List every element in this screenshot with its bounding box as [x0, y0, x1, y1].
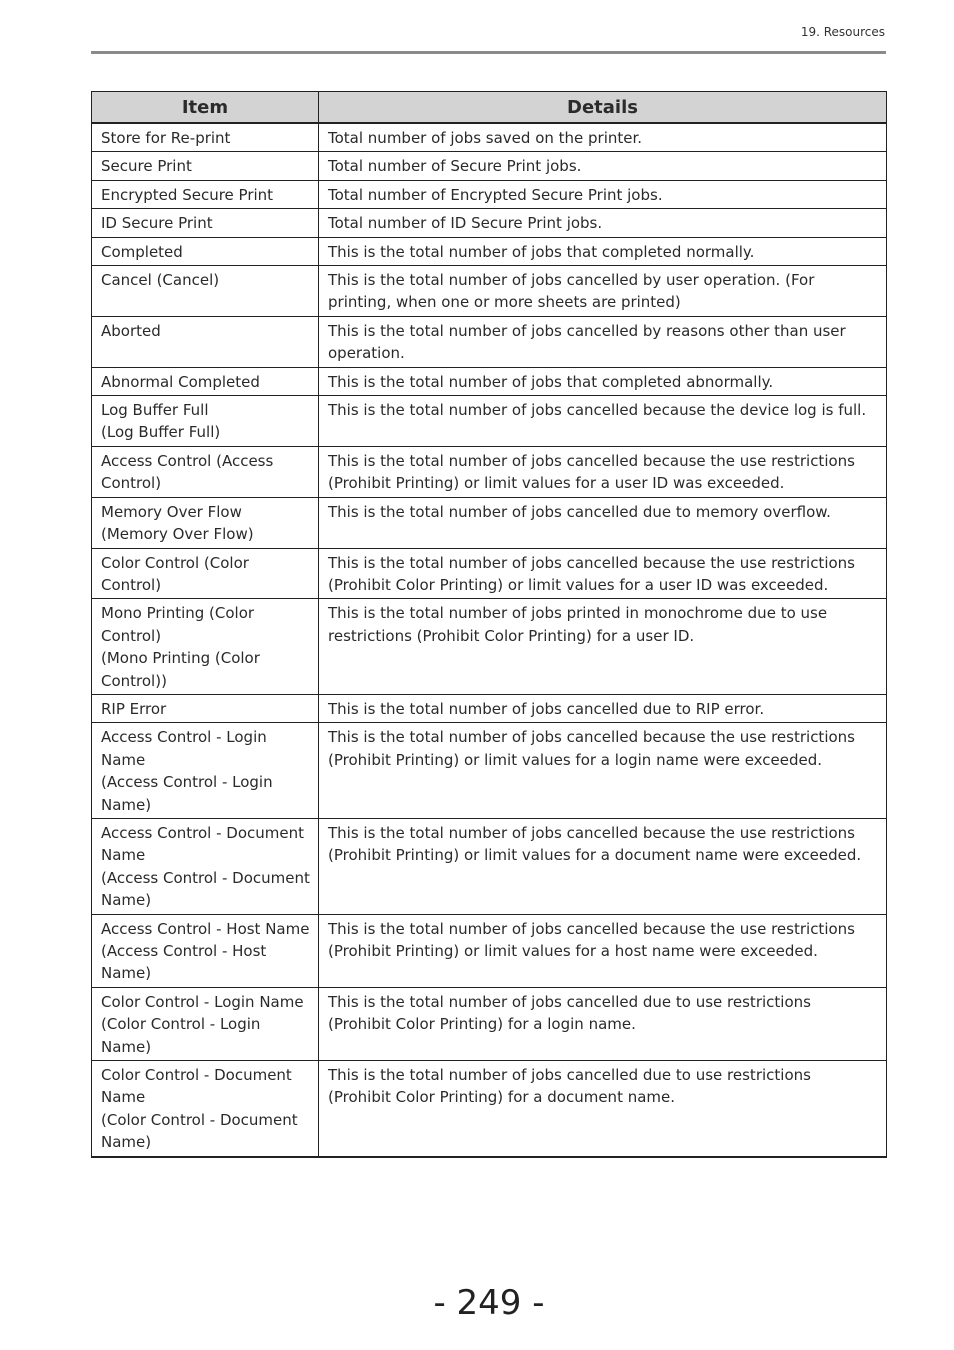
details-cell: This is the total number of jobs cancelled because the use restrictions (Prohibit Printing) or limit values for a login name were exceeded.: [319, 723, 887, 819]
resources-table: [91, 91, 887, 1158]
item-cell: Color Control - Document Name (Color Control - Document Name): [92, 1061, 319, 1157]
table-row: [92, 548, 887, 599]
details-cell: This is the total number of jobs cancelled because the use restrictions (Prohibit Printing) or limit values for a host name were exceeded.: [319, 914, 887, 987]
table-row: [92, 367, 887, 395]
item-cell: Color Control (Color Control): [92, 548, 319, 599]
item-cell: Completed: [92, 237, 319, 265]
details-cell: This is the total number of jobs cancelled because the use restrictions (Prohibit Printing) or limit values for a user ID was exceeded.: [319, 446, 887, 497]
details-cell: This is the total number of jobs that completed normally.: [319, 237, 887, 265]
table-row: [92, 152, 887, 180]
details-cell: Total number of jobs saved on the printer.: [319, 123, 887, 152]
item-cell: Color Control - Login Name (Color Control - Login Name): [92, 987, 319, 1060]
table-row: [92, 396, 887, 447]
details-cell: Total number of Encrypted Secure Print jobs.: [319, 180, 887, 208]
details-cell: This is the total number of jobs that completed abnormally.: [319, 367, 887, 395]
details-cell: This is the total number of jobs cancelled because the device log is full.: [319, 396, 887, 447]
table-row: [92, 497, 887, 548]
details-cell: This is the total number of jobs cancelled due to use restrictions (Prohibit Color Printing) for a login name.: [319, 987, 887, 1060]
table-row: [92, 237, 887, 265]
details-cell: This is the total number of jobs cancelled because the use restrictions (Prohibit Printing) or limit values for a document name were exceeded.: [319, 818, 887, 914]
item-cell: Access Control - Document Name (Access Control - Document Name): [92, 818, 319, 914]
table-header-row: [92, 92, 887, 124]
page-number: - 249 -: [433, 1283, 545, 1323]
item-cell: Cancel (Cancel): [92, 266, 319, 317]
table-row: [92, 914, 887, 987]
item-cell: ID Secure Print: [92, 209, 319, 237]
table-row: [92, 266, 887, 317]
details-cell: Total number of ID Secure Print jobs.: [319, 209, 887, 237]
item-cell: Access Control (Access Control): [92, 446, 319, 497]
item-cell: Memory Over Flow (Memory Over Flow): [92, 497, 319, 548]
table-row: [92, 818, 887, 914]
item-cell: Abnormal Completed: [92, 367, 319, 395]
details-cell: This is the total number of jobs cancelled by reasons other than user operation.: [319, 316, 887, 367]
table-row: [92, 446, 887, 497]
table-row: [92, 180, 887, 208]
page-header-section: 19. Resources: [800, 25, 885, 39]
column-header-details: Details: [319, 92, 887, 124]
item-cell: Secure Print: [92, 152, 319, 180]
table-row: [92, 316, 887, 367]
header-divider: [91, 51, 886, 54]
column-header-item: Item: [92, 92, 319, 124]
resources-table-container: [91, 91, 886, 1158]
details-cell: This is the total number of jobs cancelled because the use restrictions (Prohibit Color Printing) or limit values for a user ID was exceeded.: [319, 548, 887, 599]
table-row: [92, 1061, 887, 1157]
table-row: [92, 987, 887, 1060]
item-cell: RIP Error: [92, 694, 319, 722]
table-row: [92, 694, 887, 722]
item-cell: Access Control - Login Name (Access Control - Login Name): [92, 723, 319, 819]
details-cell: This is the total number of jobs cancelled due to memory overflow.: [319, 497, 887, 548]
table-row: [92, 723, 887, 819]
item-cell: Log Buffer Full (Log Buffer Full): [92, 396, 319, 447]
item-cell: Access Control - Host Name (Access Control - Host Name): [92, 914, 319, 987]
details-cell: This is the total number of jobs cancelled by user operation. (For printing, when one or more sheets are printed): [319, 266, 887, 317]
item-cell: Mono Printing (Color Control) (Mono Printing (Color Control)): [92, 599, 319, 695]
details-cell: This is the total number of jobs printed in monochrome due to use restrictions (Prohibit Color Printing) for a user ID.: [319, 599, 887, 695]
item-cell: Encrypted Secure Print: [92, 180, 319, 208]
details-cell: Total number of Secure Print jobs.: [319, 152, 887, 180]
details-cell: This is the total number of jobs cancelled due to use restrictions (Prohibit Color Printing) for a document name.: [319, 1061, 887, 1157]
table-row: [92, 123, 887, 152]
item-cell: Store for Re-print: [92, 123, 319, 152]
table-row: [92, 209, 887, 237]
item-cell: Aborted: [92, 316, 319, 367]
table-body: [92, 123, 887, 1157]
details-cell: This is the total number of jobs cancelled due to RIP error.: [319, 694, 887, 722]
table-row: [92, 599, 887, 695]
